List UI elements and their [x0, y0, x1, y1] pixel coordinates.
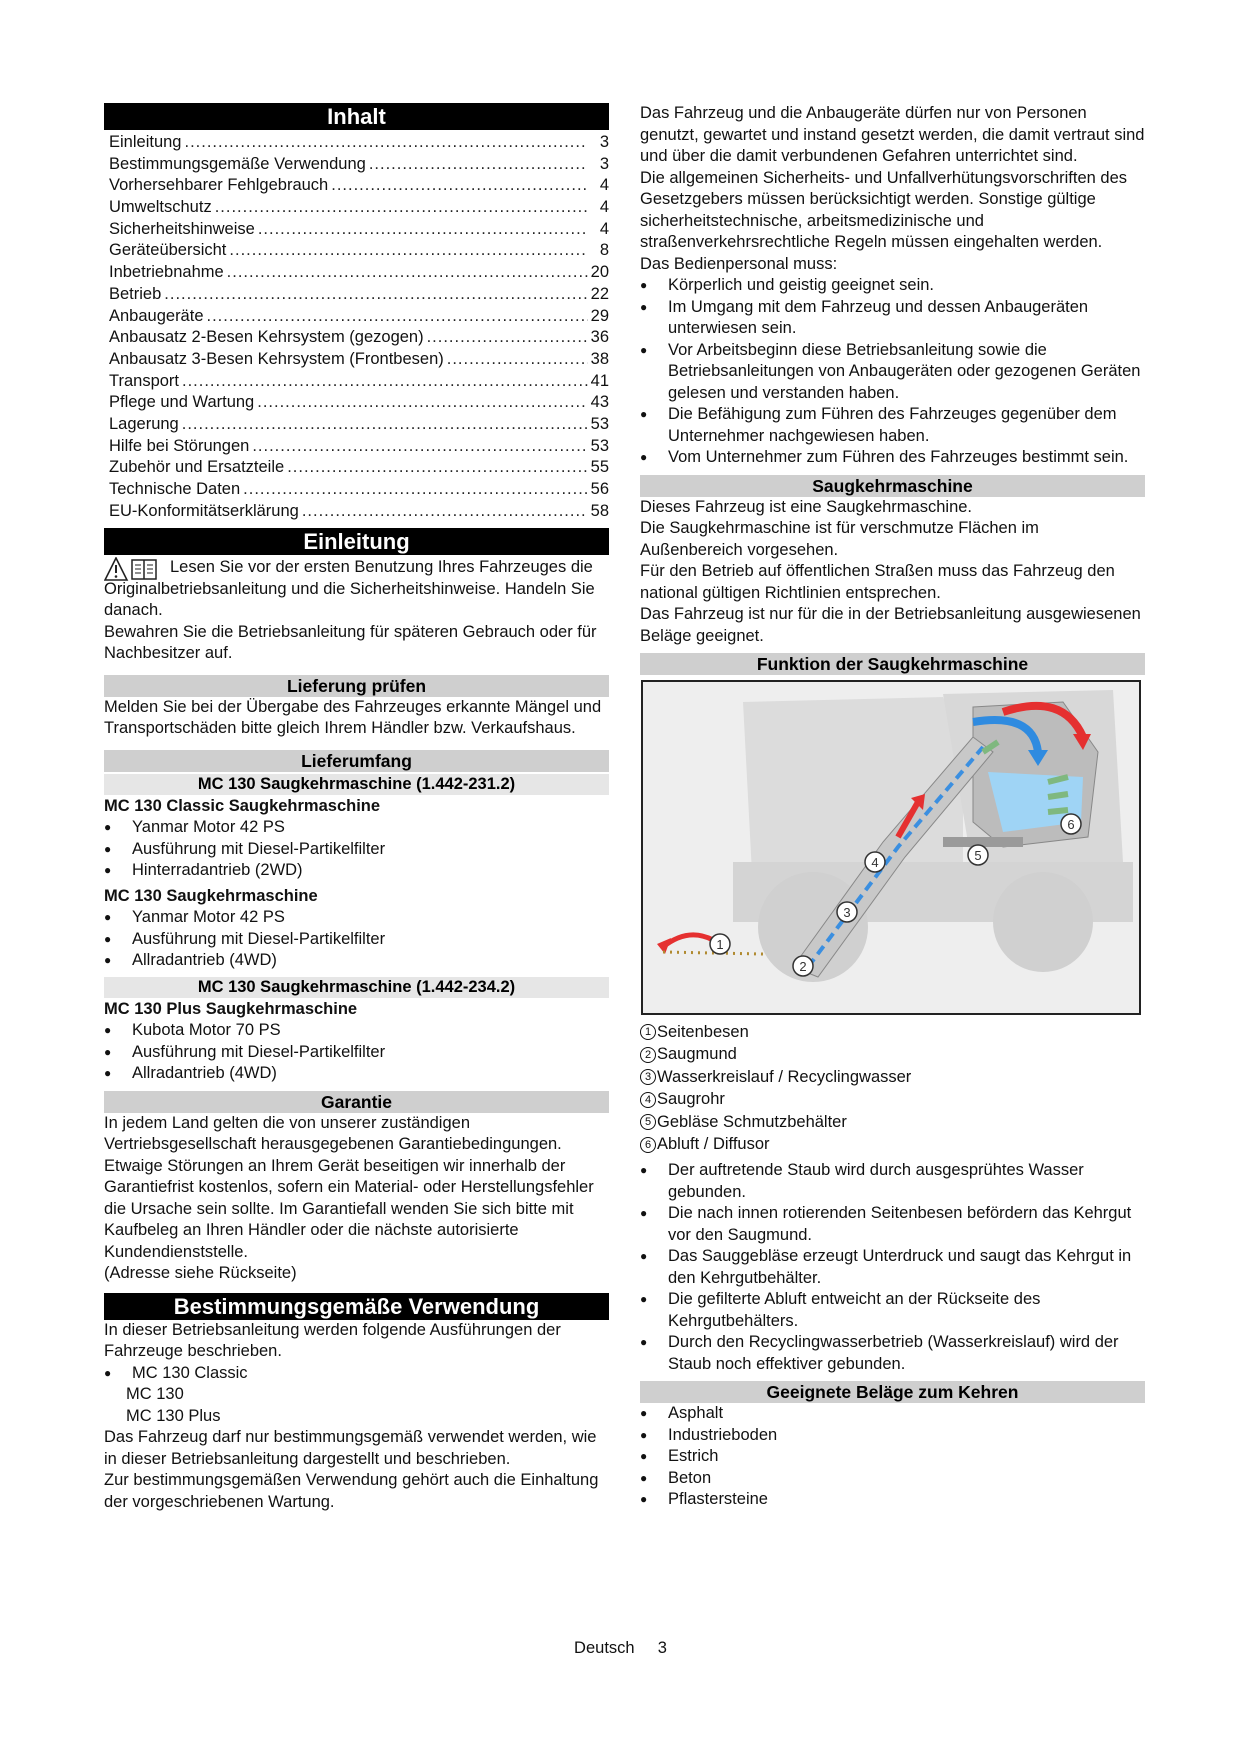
list-item: ● Estrich — [640, 1446, 1145, 1468]
toc-entry[interactable]: Zubehör und Ersatzteile ..... 55 — [104, 457, 609, 479]
marker-5-label: 5 — [974, 848, 982, 863]
list-item: ● Die nach innen rotierenden Seitenbesen befördern das Kehrgut vor den Saugmund. — [640, 1203, 1145, 1246]
model-feature-list — [104, 907, 609, 972]
lieferumfang-group-header: MC 130 Saugkehrmaschine (1.442-234.2) — [104, 977, 609, 998]
list-item: ● Ausführung mit Diesel-Partikelfilter — [104, 929, 609, 951]
list-item: ● Das Sauggebläse erzeugt Unterdruck und saugt das Kehrgut in den Kehrgutbehälter. — [640, 1246, 1145, 1289]
legend-item: 5 Gebläse Schmutzbehälter — [640, 1111, 1145, 1134]
model-name: MC 130 Saugkehrmaschine — [104, 886, 318, 905]
toc-entry[interactable]: Vorhersehbarer Fehlgebrauch ..... 4 — [104, 175, 609, 197]
list-item: ● Asphalt — [640, 1403, 1145, 1425]
list-item: ● Allradantrieb (4WD) — [104, 950, 609, 972]
list-item: ● Vom Unternehmer zum Führen des Fahrzeuges bestimmt sein. — [640, 447, 1145, 469]
toc-entry[interactable]: Pflege und Wartung ..... 43 — [104, 392, 609, 414]
legend-item: 4 Saugrohr — [640, 1089, 1145, 1112]
list-item: ● Pflastersteine — [640, 1489, 1145, 1511]
saugkehr-line: Das Fahrzeug ist nur für die in der Betriebsanleitung ausgewiesenen Beläge geeignet. — [640, 605, 1141, 645]
sweeper-function-illustration — [643, 682, 1139, 1013]
toc-entry[interactable]: Anbausatz 3-Besen Kehrsystem (Frontbesen) ..... 38 — [104, 349, 609, 371]
toc-heading: Inhalt — [104, 103, 609, 130]
belaege-list — [640, 1403, 1145, 1511]
marker-1-label: 1 — [716, 937, 724, 952]
garantie-text: In jedem Land gelten die von unserer zuständigen Vertriebsgesellschaft herausgegebenen Garantiebedingungen. Etwaige Störungen an Ihrem Gerät beseitigen wir innerhalb der Garantiefrist kostenlos, sofern ein Material- oder Herstellungsfehler die Ursache sein sollte. Im Garantiefall wenden Sie sich bitte mit Kaufbeleg an Ihren Händler oder die nächste autorisierte Kundendienststelle. — [104, 1113, 594, 1261]
marker-4-label: 4 — [871, 855, 879, 870]
list-item: ● Vor Arbeitsbeginn diese Betriebsanleitung sowie die Betriebsanleitungen von Anbaugeräten oder gezogenen Geräten gelesen und verstanden haben. — [640, 340, 1145, 405]
bestimmung-heading: Bestimmungsgemäße Verwendung — [104, 1293, 609, 1320]
toc-entry[interactable]: Betrieb ..... 22 — [104, 284, 609, 306]
bestimmung-sub-model: MC 130 Plus — [126, 1406, 221, 1425]
toc-entry[interactable]: Bestimmungsgemäße Verwendung ..... 3 — [104, 154, 609, 176]
lieferumfang-heading: Lieferumfang — [104, 750, 609, 772]
list-item: ● Beton — [640, 1468, 1145, 1490]
bestimmung-text: Zur bestimmungsgemäßen Verwendung gehört auch die Einhaltung der vorgeschriebenen Wartung. — [104, 1471, 599, 1511]
garantie-address: (Adresse siehe Rückseite) — [104, 1264, 297, 1283]
toc-entry[interactable]: Umweltschutz ..... 4 — [104, 197, 609, 219]
saugkehr-line: Dieses Fahrzeug ist eine Saugkehrmaschine. — [640, 497, 973, 516]
einleitung-warning-text: Lesen Sie vor der ersten Benutzung Ihres Fahrzeuges die Originalbetriebsanleitung und die Sicherheitshinweise. Handeln Sie danach. — [104, 558, 595, 620]
model-feature-list — [104, 817, 609, 882]
saugkehr-heading: Saugkehrmaschine — [640, 475, 1145, 497]
list-item: ● Durch den Recyclingwasserbetrieb (Wasserkreislauf) wird der Staub noch effektiver gebunden. — [640, 1332, 1145, 1375]
toc-entry[interactable]: EU-Konformitätserklärung ..... 58 — [104, 501, 609, 523]
personal-requirements — [640, 275, 1145, 469]
toc-entry[interactable]: Einleitung ..... 3 — [104, 132, 609, 154]
list-item: ● Im Umgang mit dem Fahrzeug und dessen Anbaugeräten unterwiesen sein. — [640, 297, 1145, 340]
saugkehr-line: Die Saugkehrmaschine ist für verschmutze Flächen im Außenbereich vorgesehen. — [640, 519, 1039, 559]
list-item: ● Körperlich und geistig geeignet sein. — [640, 275, 1145, 297]
bestimmung-intro: In dieser Betriebsanleitung werden folgende Ausführungen der Fahrzeuge beschrieben. — [104, 1320, 561, 1361]
list-item: ● Hinterradantrieb (2WD) — [104, 860, 609, 882]
legend-item: 3 Wasserkreislauf / Recyclingwasser — [640, 1066, 1145, 1089]
toc-entry[interactable]: Geräteübersicht ..... 8 — [104, 240, 609, 262]
list-item: ● Der auftretende Staub wird durch ausgesprühtes Wasser gebunden. — [640, 1160, 1145, 1203]
footer-language: Deutsch — [574, 1639, 635, 1657]
marker-2-label: 2 — [799, 959, 807, 974]
saugkehr-line: Für den Betrieb auf öffentlichen Straßen muss das Fahrzeug den national gültigen Richtlinien entsprechen. — [640, 562, 1115, 602]
legend-item: 2 Saugmund — [640, 1044, 1145, 1067]
list-item: ● Ausführung mit Diesel-Partikelfilter — [104, 839, 609, 861]
bestimmung-text: Das Fahrzeug darf nur bestimmungsgemäß verwendet werden, wie in dieser Betriebsanleitung dargestellt und beschrieben. — [104, 1428, 597, 1468]
legend-item: 6 Abluft / Diffusor — [640, 1134, 1145, 1157]
list-item: ● MC 130 Classic — [104, 1363, 609, 1385]
bestimmung-sub-model: MC 130 — [126, 1385, 184, 1404]
lieferung-text: Melden Sie bei der Übergabe des Fahrzeuges erkannte Mängel und Transportschäden bitte gleich Ihrem Händler bzw. Verkaufshaus. — [104, 697, 602, 738]
model-feature-list — [104, 1020, 609, 1085]
toc-entry[interactable]: Anbaugeräte ..... 29 — [104, 306, 609, 328]
einleitung-keep-text: Bewahren Sie die Betriebsanleitung für späteren Gebrauch oder für Nachbesitzer auf. — [104, 622, 597, 663]
toc-entry[interactable]: Technische Daten ..... 56 — [104, 479, 609, 501]
einleitung-heading: Einleitung — [104, 528, 609, 555]
page-number: 3 — [657, 1639, 667, 1657]
marker-3-label: 3 — [843, 905, 851, 920]
toc-list — [104, 132, 609, 522]
funktion-list — [640, 1160, 1145, 1375]
einleitung-section — [104, 557, 609, 665]
personal-text: Die allgemeinen Sicherheits- und Unfallverhütungsvorschriften des Gesetzgebers müssen berücksichtigt werden. Sonstige gültige sicherheitstechnische, arbeitsmedizinische und straßenverkehrsrechtliche Regeln müssen eingehalten werden. — [640, 168, 1128, 251]
toc-entry[interactable]: Hilfe bei Störungen ..... 53 — [104, 436, 609, 458]
warning-manual-icon — [104, 557, 160, 582]
list-item: ● Kubota Motor 70 PS — [104, 1020, 609, 1042]
list-item: ● Die gefilterte Abluft entweicht an der Rückseite des Kehrgutbehälters. — [640, 1289, 1145, 1332]
toc-entry[interactable]: Lagerung ..... 53 — [104, 414, 609, 436]
toc-entry[interactable]: Transport ..... 41 — [104, 371, 609, 393]
belaege-heading: Geeignete Beläge zum Kehren — [640, 1381, 1145, 1403]
personal-must: Das Bedienpersonal muss: — [640, 254, 838, 273]
left-column — [104, 103, 609, 1513]
toc-entry[interactable]: Anbausatz 2-Besen Kehrsystem (gezogen) ..... 36 — [104, 327, 609, 349]
list-item: ● Ausführung mit Diesel-Partikelfilter — [104, 1042, 609, 1064]
legend-item: 1 Seitenbesen — [640, 1021, 1145, 1044]
list-item: ● Industrieboden — [640, 1425, 1145, 1447]
funktion-legend — [640, 1021, 1145, 1156]
model-name: MC 130 Classic Saugkehrmaschine — [104, 796, 381, 815]
sweeper-function-diagram — [641, 680, 1141, 1015]
lieferumfang-group-header: MC 130 Saugkehrmaschine (1.442-231.2) — [104, 774, 609, 795]
right-column — [640, 103, 1145, 1511]
personal-text: Das Fahrzeug und die Anbaugeräte dürfen nur von Personen genutzt, gewartet und instand gesetzt werden, die damit vertraut sind und über die damit verbundenen Gefahren unterrichtet sind. — [640, 104, 1145, 165]
garantie-heading: Garantie — [104, 1091, 609, 1113]
marker-6-label: 6 — [1067, 817, 1075, 832]
model-name: MC 130 Plus Saugkehrmaschine — [104, 999, 358, 1018]
bestimmung-models — [104, 1363, 609, 1385]
lieferung-heading: Lieferung prüfen — [104, 675, 609, 697]
page-footer — [0, 1638, 1241, 1660]
list-item: ● Die Befähigung zum Führen des Fahrzeuges gegenüber dem Unternehmer nachgewiesen haben. — [640, 404, 1145, 447]
list-item: ● Yanmar Motor 42 PS — [104, 817, 609, 839]
list-item: ● Allradantrieb (4WD) — [104, 1063, 609, 1085]
funktion-heading: Funktion der Saugkehrmaschine — [640, 653, 1145, 675]
toc-entry[interactable]: Inbetriebnahme ..... 20 — [104, 262, 609, 284]
list-item: ● Yanmar Motor 42 PS — [104, 907, 609, 929]
toc-entry[interactable]: Sicherheitshinweise ..... 4 — [104, 219, 609, 241]
